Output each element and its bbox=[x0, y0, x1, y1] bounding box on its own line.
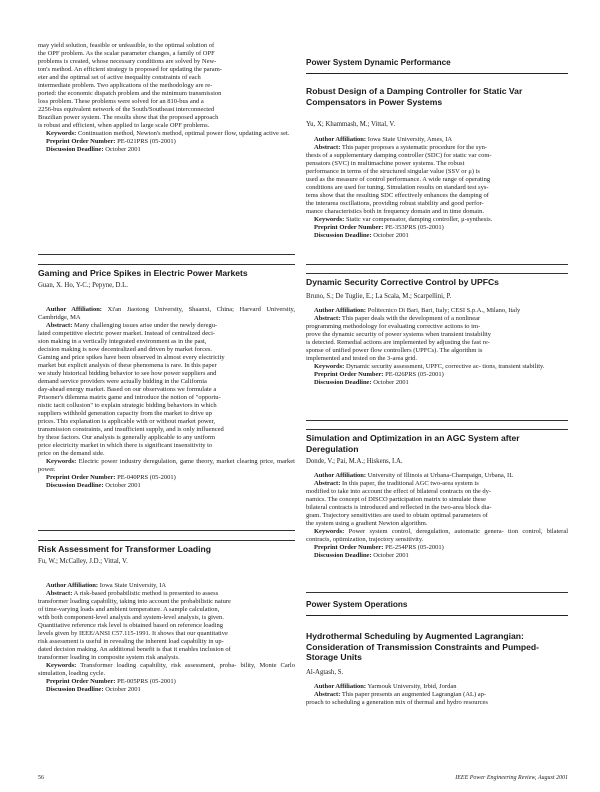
keywords bbox=[38, 662, 295, 678]
abstract-label: Abstract: bbox=[46, 321, 73, 329]
affiliation-text: Iowa State University, IA bbox=[99, 581, 167, 589]
discussion-deadline bbox=[38, 686, 295, 694]
keywords-text: Power system control, deregulation, automatic genera- tion control, bilateral contracts, optimization, trajectory sensitivity. bbox=[306, 528, 569, 543]
intro-abstract bbox=[38, 42, 295, 130]
page-number: 56 bbox=[38, 775, 44, 781]
article-risk-assessment bbox=[38, 544, 295, 694]
text-line: eter and the optimal set of active inequality constraints of each bbox=[38, 74, 201, 81]
order-value: PE-021PRS (05-2001) bbox=[117, 138, 176, 145]
text-line: proach to scheduling a generation mix of thermal and hydro resources bbox=[306, 698, 488, 706]
text-line: tems show that the resulting SDC effectively enhances the damping of bbox=[306, 192, 489, 199]
deadline-value: October 2001 bbox=[373, 552, 409, 559]
abstract-text: A risk-based probabilistic method is presented to assess bbox=[73, 589, 219, 597]
author-affiliation bbox=[306, 307, 568, 315]
affiliation-label: Author Affiliation: bbox=[46, 305, 102, 313]
keywords-text: Dynamic security assessment, UPFC, corrective ac- tions, transient stability. bbox=[345, 362, 545, 370]
text-line: loss problem. These problems were solved for an 810-bus and a bbox=[38, 98, 204, 105]
order-label: Preprint Order Number: bbox=[46, 473, 116, 481]
affiliation-text: Iowa State University, Ames, IA bbox=[367, 136, 453, 143]
text-line: namics. The concept of DISCO participation matrix to simulate these bbox=[306, 496, 487, 503]
section-header-dynamic-performance bbox=[306, 58, 568, 74]
text-line: the OPF problem. As the scalar parameter changes, a family of OPF bbox=[38, 50, 215, 57]
article-divider bbox=[38, 254, 295, 255]
keywords bbox=[306, 363, 568, 371]
text-line: mance characteristics both in frequency domain and in time domain. bbox=[306, 208, 484, 215]
preprint-order bbox=[306, 371, 568, 379]
discussion-deadline bbox=[306, 552, 568, 560]
author-affiliation bbox=[306, 683, 568, 691]
article-top-rule bbox=[38, 264, 295, 265]
text-line: conditions are used for tuning. Simulation results on standard test sys- bbox=[306, 184, 489, 191]
article-robust-damping-controller bbox=[306, 86, 568, 240]
text-line: implemented and tested on the 3-area grid. bbox=[306, 354, 418, 362]
keywords-text: Electric power industry deregulation, game theory, market clearing price, market power. bbox=[38, 457, 295, 473]
article-agc-deregulation bbox=[306, 433, 568, 560]
deadline-label: Discussion Deadline: bbox=[314, 552, 372, 559]
abstract-label: Abstract: bbox=[314, 690, 341, 698]
keywords bbox=[38, 458, 295, 474]
discussion-deadline bbox=[306, 232, 568, 240]
discussion-deadline bbox=[306, 379, 568, 387]
article-abstract bbox=[306, 480, 568, 528]
text-line: dated decision making. An additional benefit is that it enables inclusion of bbox=[38, 645, 231, 653]
abstract-label: Abstract: bbox=[46, 589, 73, 597]
text-line: is robust and efficient, when applied to large scale OPF problems. bbox=[38, 122, 210, 129]
text-line: programming methodology for evaluating corrective actions to im- bbox=[306, 322, 481, 330]
deadline-label: Discussion Deadline: bbox=[314, 232, 372, 239]
text-line: transformer loading in composite system risk analysis. bbox=[38, 653, 180, 661]
text-line: sponse of unified power flow controllers (UPFCs). The algorithm is bbox=[306, 346, 483, 354]
deadline-value: October 2001 bbox=[105, 146, 141, 153]
article-top-rule bbox=[306, 273, 568, 274]
text-line: market but explicit analysis of these phenomena is rare. In this paper bbox=[38, 361, 217, 369]
text-line: Brazilian power system. The results show that the proposed approach bbox=[38, 114, 219, 121]
text-line: problems is created, whose necessary conditions are solved by New- bbox=[38, 58, 217, 65]
keywords-label: Keywords: bbox=[314, 362, 345, 370]
order-label: Preprint Order Number: bbox=[314, 544, 384, 551]
keywords-label: Keywords: bbox=[46, 457, 77, 465]
article-title: Robust Design of a Damping Controller for Static Var Compensators in Power Systems bbox=[306, 86, 523, 107]
text-line: bilateral contracts is introduced and reflected in the two-area block dia- bbox=[306, 504, 492, 511]
affiliation-label: Author Affiliation: bbox=[314, 136, 367, 143]
article-authors: Guan, X. Ho, Y-C.; Pepyne, D.L. bbox=[38, 281, 128, 289]
text-line: is detected. Remedial actions are implemented by adjusting the fast re- bbox=[306, 338, 490, 346]
order-value: PE-026PRS (05-2001) bbox=[385, 370, 444, 378]
article-hydrothermal-scheduling bbox=[306, 631, 568, 707]
deadline-label: Discussion Deadline: bbox=[46, 481, 104, 489]
text-line: pensators (SVC) in multimachine power systems. The robust bbox=[306, 160, 465, 167]
order-label: Preprint Order Number: bbox=[46, 138, 116, 145]
article-gaming-price-spikes bbox=[38, 268, 295, 490]
article-divider bbox=[306, 264, 568, 265]
discussion-deadline bbox=[38, 146, 295, 154]
text-line: intermediate problem. Two applications of the methodology are re- bbox=[38, 82, 213, 89]
keywords-text: Static var compensator, damping controller, μ-synthesis. bbox=[345, 216, 493, 223]
text-line: prices. This explanation is applicable with or without market power, bbox=[38, 417, 216, 425]
text-line: transmission constraints, and insufficient supply, and is only influenced bbox=[38, 425, 224, 433]
article-title: Gaming and Price Spikes in Electric Power Markets bbox=[38, 268, 248, 278]
text-line: transformer loading capability, taking into account the probabilistic nature bbox=[38, 597, 231, 605]
text-line: risk assessment is useful in revealing the inherent load capability in up- bbox=[38, 637, 224, 645]
intro-continuation bbox=[38, 42, 295, 154]
affiliation-text: Yarmouk University, Irbid, Jordan bbox=[367, 682, 457, 690]
order-label: Preprint Order Number: bbox=[46, 677, 116, 685]
text-line: Quantitative reference risk level is obtained based on reference loading bbox=[38, 621, 223, 629]
text-line: price electricity market in which there is significant insensitivity to bbox=[38, 441, 213, 449]
abstract-label: Abstract: bbox=[314, 480, 341, 487]
order-label: Preprint Order Number: bbox=[314, 224, 384, 231]
author-affiliation bbox=[38, 306, 295, 322]
affiliation-text: Xi'an Jiaotong University, Shaanxi, China; Harvard University, Cambridge, MA bbox=[38, 305, 295, 321]
text-line: with both component-level analysis and system-level analysis, is given. bbox=[38, 613, 224, 621]
article-authors: Yu, X; Khammash, M.; Vittal, V. bbox=[306, 121, 396, 128]
author-affiliation bbox=[306, 472, 568, 480]
article-title: Hydrothermal Scheduling by Augmented Lagrangian: Consideration of Transmission Constraints and Pumped-Storage Units bbox=[306, 631, 540, 662]
text-line bbox=[38, 590, 295, 598]
text-line: by these factors. Our analysis is generally applicable to any uniform bbox=[38, 433, 216, 441]
order-value: PE-254PRS (05-2001) bbox=[385, 544, 444, 551]
deadline-label: Discussion Deadline: bbox=[314, 378, 372, 386]
section-rule bbox=[306, 73, 568, 74]
article-authors: Bruno, S.; De Tuglie, E.; La Scala, M.; Scarpellini, P. bbox=[306, 292, 452, 300]
abstract-text: In this paper, the traditional AGC two-area system is bbox=[341, 480, 479, 487]
text-line bbox=[306, 144, 568, 152]
author-affiliation bbox=[306, 136, 568, 144]
deadline-value: October 2001 bbox=[373, 232, 409, 239]
article-authors: Al-Agtash, S. bbox=[306, 668, 344, 676]
article-title: Risk Assessment for Transformer Loading bbox=[38, 544, 212, 554]
text-line bbox=[38, 322, 295, 330]
text-line: we study historical bidding behavior to see how power suppliers and bbox=[38, 369, 217, 377]
text-line: sion making in a vertically integrated environment as in the past, bbox=[38, 337, 207, 345]
deadline-label: Discussion Deadline: bbox=[46, 685, 104, 693]
affiliation-label: Author Affiliation: bbox=[314, 306, 367, 314]
text-line: suppliers withhold generation capacity from the market to drive up bbox=[38, 409, 212, 417]
order-value: PE-353PRS (05-2001) bbox=[385, 224, 444, 231]
article-title: Simulation and Optimization in an AGC System after Deregulation bbox=[306, 433, 520, 454]
text-line: demand service providers were actually bidding in the California bbox=[38, 377, 207, 385]
section-title: Power System Dynamic Performance bbox=[306, 58, 451, 67]
keywords bbox=[38, 130, 295, 138]
article-abstract bbox=[306, 144, 568, 216]
abstract-text: This paper presents an augmented Lagrangian (AL) ap- bbox=[341, 690, 487, 698]
text-line: ton's method. An efficient strategy is proposed for updating the param- bbox=[38, 66, 222, 73]
text-line: price on the demand side. bbox=[38, 449, 105, 457]
text-line: ported: the economic dispatch problem and the minimum transmission bbox=[38, 90, 222, 97]
order-value: PE-040PRS (05-2001) bbox=[117, 473, 176, 481]
section-top-rule bbox=[306, 592, 568, 593]
keywords bbox=[306, 528, 568, 544]
text-line bbox=[306, 480, 568, 488]
text-line: the system using a gradient Newton algorithm. bbox=[306, 520, 428, 527]
affiliation-label: Author Affiliation: bbox=[46, 581, 99, 589]
keywords-label: Keywords: bbox=[314, 216, 345, 223]
keywords-text: Continuation method, Newton's method, optimal power flow, updating active set. bbox=[77, 130, 290, 137]
text-line: may yield solution, feasible or unfeasible, to the optimal solution of bbox=[38, 42, 215, 49]
text-line: of time-varying loads and ambient temperature. A sample calculation, bbox=[38, 605, 220, 613]
journal-footer: IEEE Power Engineering Review, August 2001 bbox=[455, 775, 568, 781]
preprint-order bbox=[306, 224, 568, 232]
article-authors: Donde, V.; Pai, M.A.; Hiskens, I.A. bbox=[306, 458, 403, 465]
keywords-label: Keywords: bbox=[46, 130, 77, 137]
article-abstract bbox=[306, 691, 568, 707]
text-line: modified to take into account the effect of bilateral contracts on the dy- bbox=[306, 488, 492, 495]
article-divider bbox=[38, 530, 295, 531]
deadline-value: October 2001 bbox=[105, 481, 141, 489]
abstract-label: Abstract: bbox=[314, 314, 341, 322]
abstract-text: Many challenging issues arise under the newly deregu- bbox=[73, 321, 218, 329]
article-abstract bbox=[38, 590, 295, 662]
order-label: Preprint Order Number: bbox=[314, 370, 384, 378]
article-abstract bbox=[306, 315, 568, 363]
text-line: gram. Trajectory sensitivities are used to obtain optimal parameters of bbox=[306, 512, 488, 519]
text-line: decision making is now decentralized and driven by market forces. bbox=[38, 345, 212, 353]
text-line bbox=[306, 315, 568, 323]
deadline-label: Discussion Deadline: bbox=[46, 146, 104, 153]
affiliation-label: Author Affiliation: bbox=[314, 472, 367, 479]
deadline-value: October 2001 bbox=[373, 378, 409, 386]
preprint-order bbox=[38, 138, 295, 146]
text-line: nistic tacit collusion" to explain strategic bidding behaviors in which bbox=[38, 401, 217, 409]
text-line: thesis of a supplementary damping controller (SDC) for static var com- bbox=[306, 152, 492, 159]
text-line bbox=[306, 691, 568, 699]
text-line: day-ahead energy market. Based on our observations we formulate a bbox=[38, 385, 217, 393]
preprint-order bbox=[38, 474, 295, 482]
affiliation-text: University of Illinois at Urbana-Champaign, Urbana, IL bbox=[367, 472, 514, 479]
abstract-text: This paper proposes a systematic procedure for the syn- bbox=[341, 144, 487, 151]
preprint-order bbox=[38, 678, 295, 686]
section-header-operations bbox=[306, 600, 568, 616]
author-affiliation bbox=[38, 582, 295, 590]
text-line: prove the dynamic security of power systems when transient instability bbox=[306, 330, 492, 338]
deadline-value: October 2001 bbox=[105, 685, 141, 693]
text-line: lated competitive electric power market. Instead of centralized deci- bbox=[38, 329, 216, 337]
affiliation-text: Politecnico Di Bari, Bari, Italy; CESI S.p.A., Milano, Italy bbox=[367, 306, 521, 314]
keywords-label: Keywords: bbox=[314, 528, 345, 535]
article-top-rule bbox=[306, 429, 568, 430]
text-line: levels given by IEEE/ANSI C57.115-1991. It shows that our quantitative bbox=[38, 629, 228, 637]
text-line: the interarea oscillations, providing robust stability and good perfor- bbox=[306, 200, 484, 207]
abstract-label: Abstract: bbox=[314, 144, 341, 151]
keywords-text: Transformer loading capability, risk assessment, proba- bility, Monte Carlo simulation, loading cycle. bbox=[38, 661, 295, 677]
article-title: Dynamic Security Corrective Control by UPFCs bbox=[306, 277, 499, 287]
article-top-rule bbox=[38, 540, 295, 541]
article-authors: Fu, W.; McCalley, J.D.; Vittal, V. bbox=[38, 557, 128, 565]
discussion-deadline bbox=[38, 482, 295, 490]
text-line: used as the measure of control performance. A wide range of operating bbox=[306, 176, 491, 183]
section-title: Power System Operations bbox=[306, 600, 408, 609]
order-value: PE-005PRS (05-2001) bbox=[117, 677, 176, 685]
text-line: Gaming and price spikes have been observed in almost every electricity bbox=[38, 353, 225, 361]
text-line: performance in terms of the structured singular value (SSV or μ) is bbox=[306, 168, 480, 175]
keywords-label: Keywords: bbox=[46, 661, 77, 669]
article-dynamic-security-upfc bbox=[306, 277, 568, 387]
preprint-order bbox=[306, 544, 568, 552]
text-line: Prisoner's dilemma matrix game and introduce the notion of "opportu- bbox=[38, 393, 221, 401]
abstract-text: This paper deals with the development of a nonlinear bbox=[341, 314, 481, 322]
article-abstract bbox=[38, 322, 295, 458]
affiliation-label: Author Affiliation: bbox=[314, 682, 367, 690]
section-rule bbox=[306, 615, 568, 616]
article-divider bbox=[306, 420, 568, 421]
keywords bbox=[306, 216, 568, 224]
text-line: 2256-bus equivalent network of the South/Southeast interconnected bbox=[38, 106, 215, 113]
